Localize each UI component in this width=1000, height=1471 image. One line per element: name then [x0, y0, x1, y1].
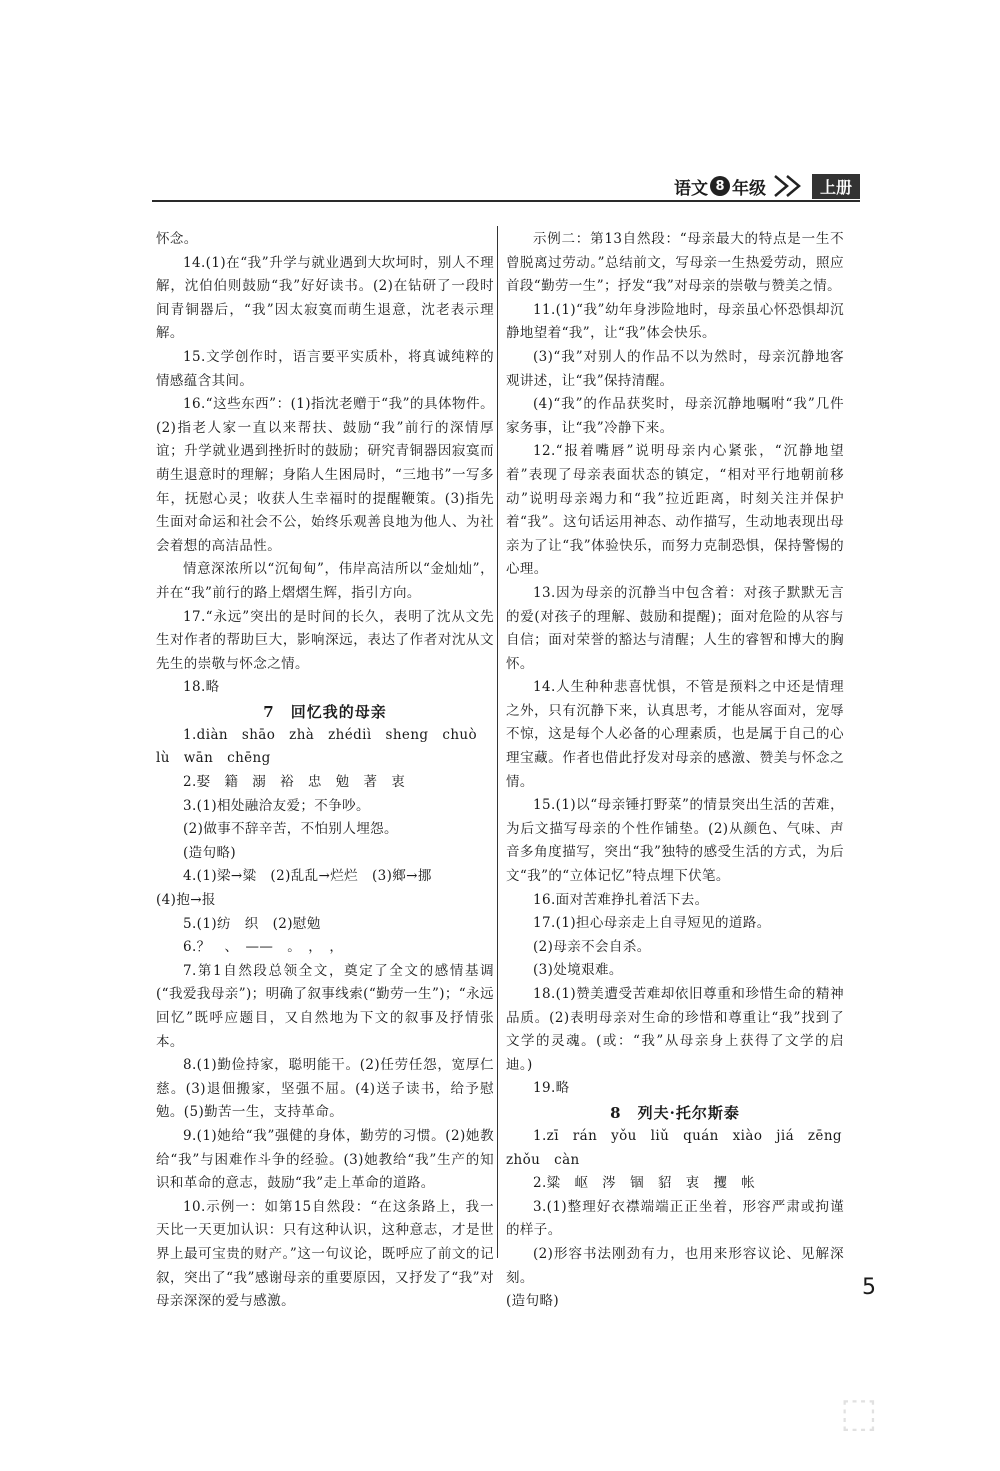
answer-paragraph: 18.(1)赞美遭受苦难却依旧尊重和珍惜生命的精神品质。(2)表明母亲对生命的珍惜和尊重让“我”找到了文学的灵魂。(或：“我”从母亲身上获得了文学的启迪。) — [506, 986, 844, 1073]
page-number: 5 — [862, 1275, 876, 1300]
answer-paragraph: 1.zī rán yǒu liǔ quán xiào jiá zēng — [533, 1127, 842, 1144]
answer-paragraph: (4)“我”的作品获奖时，母亲沉静地嘱咐“我”几件家务事，让“我”冷静下来。 — [506, 396, 844, 436]
answer-paragraph: 8.(1)勤俭持家，聪明能干。(2)任劳任怨，宽厚仁慈。(3)退佃搬家，坚强不屈。(4)送子读书，给予慰勉。(5)勤苦一生，支持革命。 — [156, 1057, 494, 1121]
answer-paragraph: (2)母亲不会自杀。 — [533, 938, 651, 955]
answer-paragraph: 9.(1)她给“我”强健的身体，勤劳的习惯。(2)她教给“我”与困难作斗争的经验。(3)她教给“我”生产的知识和革命的意志，鼓励“我”走上革命的道路。 — [156, 1127, 494, 1192]
section-heading: 8 列夫·托尔斯泰 — [610, 1103, 740, 1122]
answer-paragraph: 5.(1)纺 织 (2)慰勉 — [183, 915, 321, 932]
grade-label: 年级 — [731, 178, 766, 199]
left-column — [156, 228, 494, 1314]
answer-paragraph: zhǒu càn — [506, 1151, 580, 1168]
answer-paragraph: lù wān chēng — [156, 750, 271, 767]
answer-paragraph: (造句略) — [183, 844, 237, 861]
answer-paragraph: 16.面对苦难挣扎着活下去。 — [533, 891, 709, 908]
watermark-stamp-logo: ⬚ — [840, 1390, 878, 1436]
volume-badge: 上册 — [812, 174, 860, 199]
answer-paragraph: 17.“永远”突出的是时间的长久，表明了沈从文先生对作者的帮助巨大，影响深远，表达了作者对沈从文先生的崇敬与怀念之情。 — [156, 608, 494, 672]
header-rule — [152, 200, 860, 202]
answer-paragraph: 17.(1)担心母亲走上自寻短见的道路。 — [533, 915, 771, 932]
answer-paragraph: (2)做事不辞辛苦，不怕别人埋怨。 — [183, 821, 398, 838]
answer-paragraph: (3)处境艰难。 — [533, 962, 623, 979]
answer-paragraph: 12.“报着嘴唇”说明母亲内心紧张，“沉静地望着”表现了母亲表面状态的镇定，“相对平行地朝前移动”说明母亲竭力和“我”拉近距离，时刻关注并保护着“我”。这句话运用神态、动作描写，生动地表现出母亲为了让“我”体验快乐，而努力克制恐惧，保持警惕的心理。 — [506, 443, 844, 578]
answer-paragraph: 11.(1)“我”幼年身涉险地时，母亲虽心怀恐惧却沉静地望着“我”，让“我”体会快乐。 — [506, 301, 844, 342]
answer-paragraph: 19.略 — [533, 1080, 570, 1097]
answer-paragraph: 15.(1)以“母亲锤打野菜”的情景突出生活的苦难，为后文描写母亲的个性作铺垫。(2)从颜色、气味、声音多角度描写，突出“我”独特的感受生活的方式，为后文“我”的“立体记忆”特点埋下伏笔。 — [506, 797, 844, 885]
answer-paragraph: 10.示例一：如第15自然段：“在这条路上，我一天比一天更加认识：只有这种认识，这种意志，才是世界上最可宝贵的财产。”这一句议论，既呼应了前文的记叙，突出了“我”感谢母亲的重要原因，又抒发了“我”对母亲深深的爱与感激。 — [156, 1198, 494, 1310]
answer-paragraph: 2.粱 岖 涔 锢 貂 衷 攫 帐 — [533, 1175, 756, 1192]
answer-paragraph: 16.“这些东西”：(1)指沈老赠于“我”的具体物件。(2)指老人家一直以来帮扶、鼓励“我”前行的深情厚谊；升学就业遇到挫折时的鼓励；研究青铜器因寂寞而萌生退意时的理解；身陷人生困局时，“三地书”一写多年，抚慰心灵；收获人生幸福时的提醒鞭策。(3)指先生面对命运和社会不公，始终乐观善良地为他人、为社会着想的高洁品性。 — [156, 396, 494, 554]
answer-paragraph: 3.(1)整理好衣襟端端正正坐着，形容严肃或拘谨的样子。 — [506, 1198, 844, 1239]
column-divider — [497, 226, 498, 1258]
answer-paragraph: 怀念。 — [156, 231, 198, 247]
answer-paragraph: (3)“我”对别人的作品不以为然时，母亲沉静地客观讲述，让“我”保持清醒。 — [506, 348, 844, 389]
answer-paragraph: 7.第1自然段总领全文，奠定了全文的感情基调(“我爱我母亲”)；明确了叙事线索(“勤劳一生”)；“永远回忆”既呼应题目，又自然地为下文的叙事及抒情张本。 — [156, 962, 494, 1050]
answer-paragraph: 示例二：第13自然段：“母亲最大的特点是一生不曾脱离过劳动。”总结前文，写母亲一生热爱劳动，照应首段“勤劳一生”；抒发“我”对母亲的崇敬与赞美之情。 — [506, 231, 844, 295]
page-header — [152, 150, 860, 202]
answer-paragraph: 1.diàn shāo zhà zhédiì sheng chuò — [183, 726, 478, 743]
answer-paragraph: (造句略) — [506, 1293, 560, 1310]
right-column — [506, 228, 844, 1314]
answer-paragraph: 情意深浓所以“沉甸甸”，伟岸高洁所以“金灿灿”，并在“我”前行的路上熠熠生辉，指引方向。 — [156, 561, 494, 601]
grade-number-badge: 8 — [710, 176, 730, 196]
answer-paragraph: 4.(1)梁→粱 (2)乱乱→烂烂 (3)鄉→挪 — [183, 868, 432, 885]
answer-paragraph: 2.娶 籍 溺 裕 忠 勉 著 衷 — [183, 774, 406, 791]
answer-paragraph: 6.？ 、 —— 。 ， ， — [183, 939, 344, 956]
answer-paragraph: 14.(1)在“我”升学与就业遇到大坎坷时，别人不理解，沈伯伯则鼓励“我”好好读书。(2)在钻研了一段时间青铜器后，“我”因太寂寞而萌生退意，沈老表示理解。 — [156, 254, 494, 342]
answer-paragraph: 3.(1)相处融洽友爱；不争吵。 — [183, 797, 370, 814]
answer-paragraph: (4)抱→报 — [156, 892, 216, 909]
answer-paragraph: 13.因为母亲的沉静当中包含着：对孩子默默无言的爱(对孩子的理解、鼓励和提醒)；面对危险的从容与自信；面对荣誉的豁达与清醒；人生的睿智和博大的胸怀。 — [506, 584, 844, 672]
subject-label: 语文 — [673, 178, 708, 199]
answer-paragraph: 18.略 — [183, 679, 220, 696]
header-subject-grade — [674, 173, 860, 199]
answer-paragraph: 15.文学创作时，语言要平实质朴，将真诚纯粹的情感蕴含其间。 — [156, 348, 494, 389]
answer-paragraph: (2)形容书法刚劲有力，也用来形容议论、见解深刻。 — [506, 1245, 844, 1286]
double-chevron-icon — [772, 174, 806, 198]
section-heading: 7 回忆我的母亲 — [263, 702, 387, 721]
answer-paragraph: 14.人生种种悲喜忧惧，不管是预料之中还是情理之外，只有沉静下来，认真思考，才能从容面对，宠辱不惊，这是每个人必备的心理素质，也是属于自己的心理宝藏。作者也借此抒发对母亲的感激、赞美与怀念之情。 — [506, 679, 844, 790]
